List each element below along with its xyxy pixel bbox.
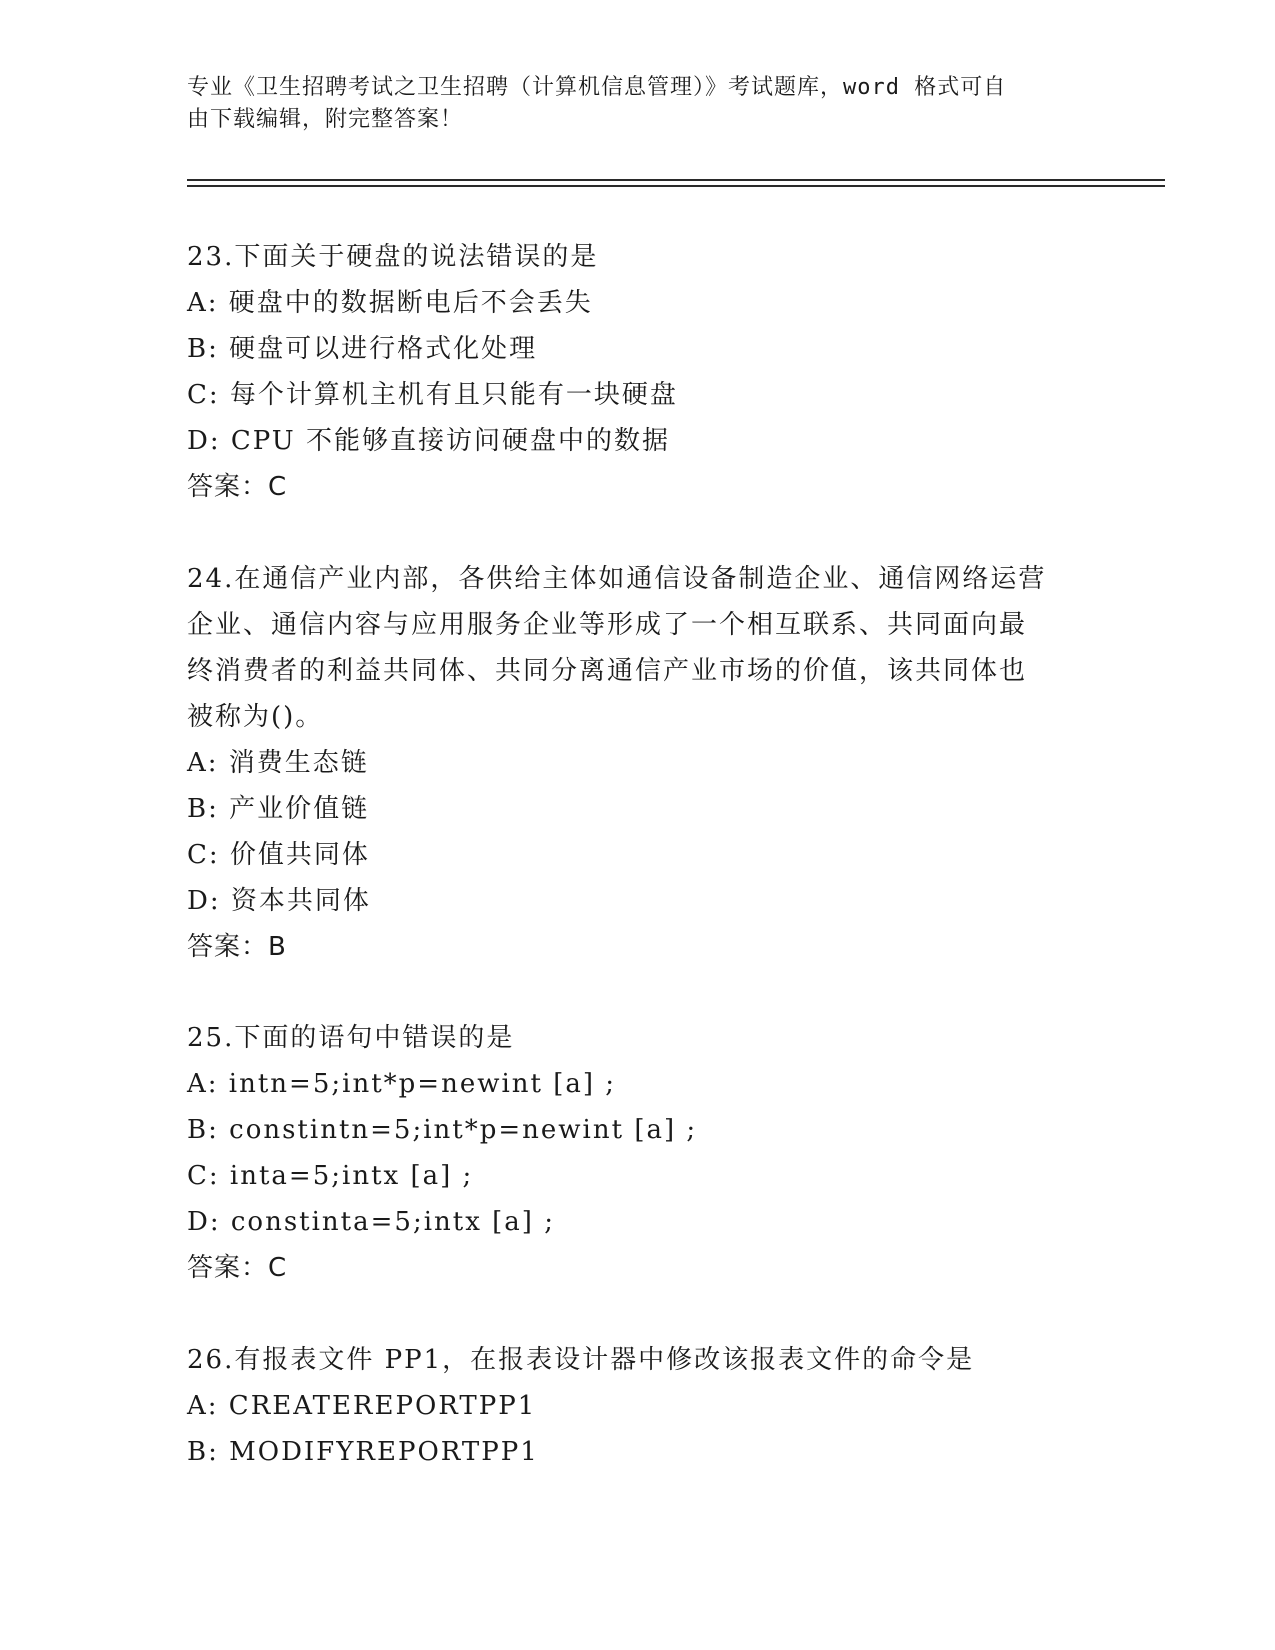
- question-stem: 24.在通信产业内部，各供给主体如通信设备制造企业、通信网络运营: [187, 564, 1047, 594]
- question-24: [187, 556, 1087, 970]
- option-a: A: intn=5;int*p=newint [a] ;: [187, 1069, 617, 1099]
- option-a: A: 消费生态链: [187, 748, 369, 778]
- option-c: C: 价值共同体: [187, 840, 370, 870]
- option-d: D: CPU 不能够直接访问硬盘中的数据: [187, 426, 670, 456]
- question-stem: 25.下面的语句中错误的是: [187, 1023, 515, 1053]
- question-25: [187, 1015, 1087, 1291]
- option-b: B: 产业价值链: [187, 794, 370, 824]
- question-stem: 26.有报表文件 PP1，在报表设计器中修改该报表文件的命令是: [187, 1345, 975, 1375]
- header-line-1: 专业《卫生招聘考试之卫生招聘（计算机信息管理）》考试题库，word 格式可自: [187, 75, 1007, 100]
- header-rule-bottom: [187, 185, 1165, 187]
- option-b: B: MODIFYREPORTPP1: [187, 1437, 539, 1467]
- option-d: D: 资本共同体: [187, 886, 371, 916]
- answer: 答案：B: [187, 932, 287, 962]
- question-stem: 终消费者的利益共同体、共同分离通信产业市场的价值，该共同体也: [187, 656, 1028, 686]
- option-a: A: 硬盘中的数据断电后不会丢失: [187, 288, 593, 318]
- question-stem: 被称为()。: [187, 702, 324, 732]
- option-c: C: 每个计算机主机有且只能有一块硬盘: [187, 380, 678, 410]
- question-stem: 23.下面关于硬盘的说法错误的是: [187, 242, 599, 272]
- option-a: A: CREATEREPORTPP1: [187, 1391, 537, 1421]
- header-line-2: 由下载编辑，附完整答案！: [187, 107, 464, 132]
- answer: 答案：C: [187, 472, 288, 502]
- answer: 答案：C: [187, 1253, 288, 1283]
- option-c: C: inta=5;intx [a] ;: [187, 1161, 474, 1191]
- question-23: [187, 234, 1087, 510]
- option-b: B: 硬盘可以进行格式化处理: [187, 334, 538, 364]
- option-d: D: constinta=5;intx [a] ;: [187, 1207, 555, 1237]
- question-stem: 企业、通信内容与应用服务企业等形成了一个相互联系、共同面向最: [187, 610, 1028, 640]
- question-26: [187, 1337, 1087, 1475]
- option-b: B: constintn=5;int*p=newint [a] ;: [187, 1115, 698, 1145]
- header-rule-top: [187, 179, 1165, 181]
- document-header: [187, 72, 1087, 136]
